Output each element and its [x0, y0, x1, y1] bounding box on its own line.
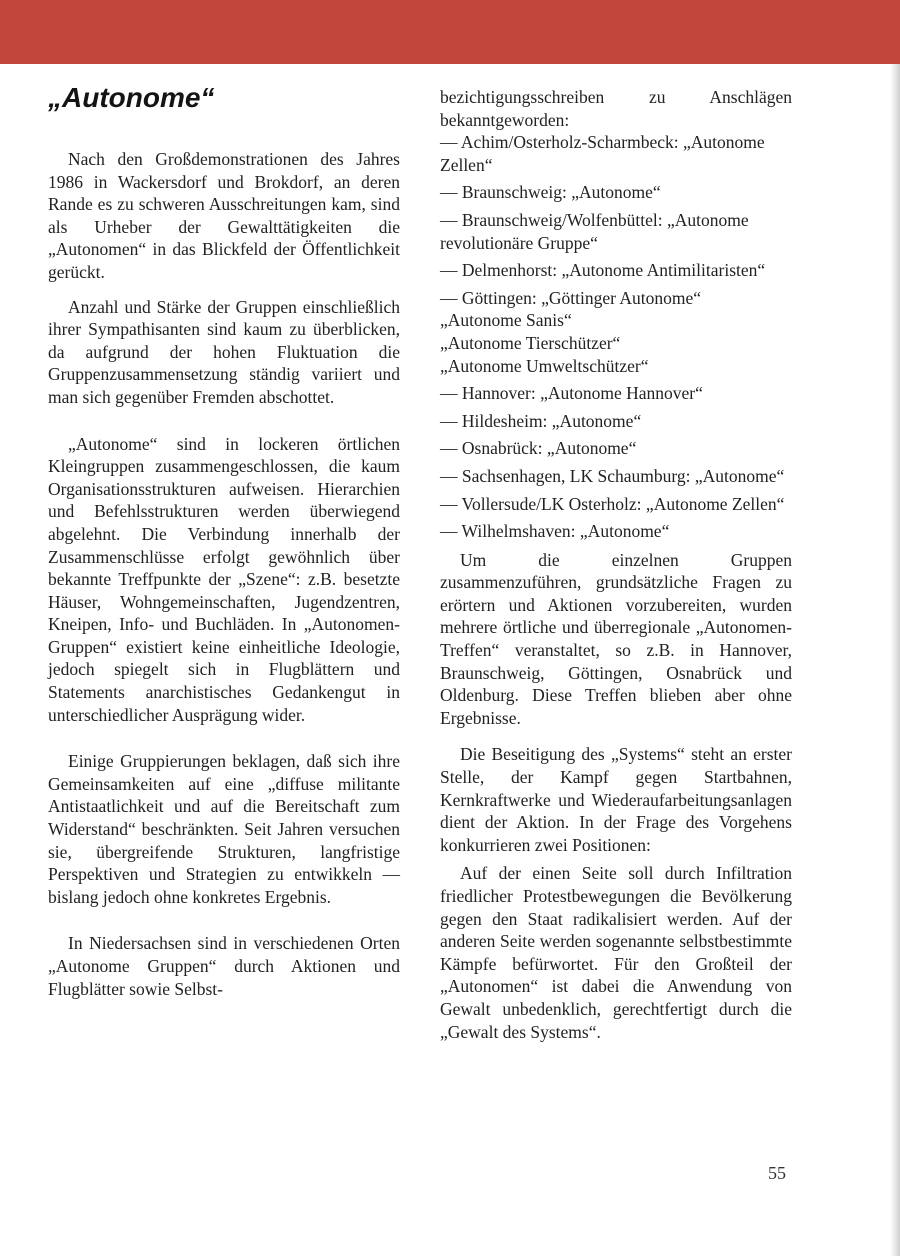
- list-item: — Osnabrück: „Autonome“: [440, 438, 637, 459]
- paragraph: Einige Gruppierungen beklagen, daß sich ihre Gemeinsamkeiten auf eine „diffuse militante Antistaatlichkeit und auf die Bereitschaft zum Widerstand“ beschränkten. Seit Jahren versuchen sie, übergreifende Strukturen, langfristige Perspektiven und Strategien zu entwikkeln — bislang jedoch ohne konkretes Ergebnis.: [48, 751, 400, 907]
- list-item: — Göttingen: „Göttinger Autonome“: [440, 287, 701, 308]
- left-column: [48, 148, 400, 1000]
- page-edge-shadow: [890, 64, 900, 1256]
- list-item: „Autonome Umweltschützer“: [440, 355, 649, 376]
- list-item: — Hildesheim: „Autonome“: [440, 410, 642, 431]
- list-item: — Achim/Osterholz-Scharmbeck: „Autonome Zellen“: [440, 132, 765, 175]
- list-item: — Braunschweig: „Autonome“: [440, 182, 661, 203]
- group-list: [440, 131, 792, 543]
- paragraph: Auf der einen Seite soll durch Infiltration friedlicher Protestbewegungen die Bevölkerung gegen den Staat radikalisiert werden. Auf der anderen Seite werden sogenannte selbstbestimmte Kämpfe befürwortet. Für den Großteil der „Autonomen“ ist dabei die Anwendung von Gewalt unbedenklich, gerechtfertigt durch die „Gewalt des Systems“.: [440, 863, 792, 1042]
- list-item: — Vollersude/LK Osterholz: „Autonome Zellen“: [440, 493, 785, 514]
- list-item: „Autonome Tierschützer“: [440, 332, 621, 353]
- paragraph: In Niedersachsen sind in verschiedenen Orten „Autonome Gruppen“ durch Aktionen und Flugblätter sowie Selbst-: [48, 933, 400, 999]
- list-item: „Autonome Sanis“: [440, 310, 572, 331]
- paragraph: Nach den Großdemonstrationen des Jahres 1986 in Wackersdorf und Brokdorf, an deren Rande es zu schweren Ausschreitungen kam, sind als Urheber der Gewalttätigkeiten die „Autonomen“ in das Blickfeld der Öffentlichkeit gerückt.: [48, 149, 400, 282]
- list-item: — Delmenhorst: „Autonome Antimilitaristen“: [440, 260, 766, 281]
- article-title: „Autonome“: [48, 82, 215, 113]
- header-band: [0, 0, 900, 64]
- paragraph: „Autonome“ sind in lockeren örtlichen Kleingruppen zusammengeschlossen, die kaum Organisationsstrukturen aufweisen. Hierarchien und Befehlsstrukturen werden überwiegend abgelehnt. Die Verbindung innerhalb der Zusammenschlüsse erfolgt gewöhnlich über bekannte Treffpunkte der „Szene“: z.B. besetzte Häuser, Wohngemeinschaften, Jugendzentren, Kneipen, Info- und Buchläden. In „Autonomen-Gruppen“ existiert keine einheitliche Ideologie, jedoch spiegelt sich in Flugblättern und Statements anarchistisches Gedankengut in unterschiedlicher Ausprägung wider.: [48, 433, 400, 725]
- page-number: 55: [768, 1163, 786, 1183]
- list-item: — Sachsenhagen, LK Schaumburg: „Autonome“: [440, 465, 785, 486]
- paragraph: Die Beseitigung des „Systems“ steht an erster Stelle, der Kampf gegen Startbahnen, Kernkraftwerke und Wiederaufarbeitungsanlagen dient der Aktion. In der Frage des Vorgehens konkurrieren zwei Positionen:: [440, 744, 792, 855]
- paragraph: Anzahl und Stärke der Gruppen einschließlich ihrer Sympathisanten sind kaum zu überblicken, da aufgrund der hohen Fluktuation die Gruppenzusammensetzung ständig variiert und man sich gegenüber Fremden abschottet.: [48, 296, 400, 407]
- list-item: — Braunschweig/Wolfenbüttel: „Autonome revolutionäre Gruppe“: [440, 209, 749, 253]
- list-item: — Wilhelmshaven: „Autonome“: [440, 521, 670, 542]
- paragraph-continuation: bezichtigungsschreiben zu Anschlägen bekanntgeworden:: [440, 87, 792, 130]
- paragraph: Um die einzelnen Gruppen zusammenzuführen, grundsätzliche Fragen zu erörtern und Aktionen vorzubereiten, wurden mehrere örtliche und überregionale „Autonomen-Treffen“ veranstaltet, so z.B. in Hannover, Braunschweig, Göttingen, Osnabrück und Oldenburg. Diese Treffen blieben aber ohne Ergebnisse.: [440, 549, 792, 728]
- right-column: [440, 86, 792, 1043]
- list-item: — Hannover: „Autonome Hannover“: [440, 383, 703, 404]
